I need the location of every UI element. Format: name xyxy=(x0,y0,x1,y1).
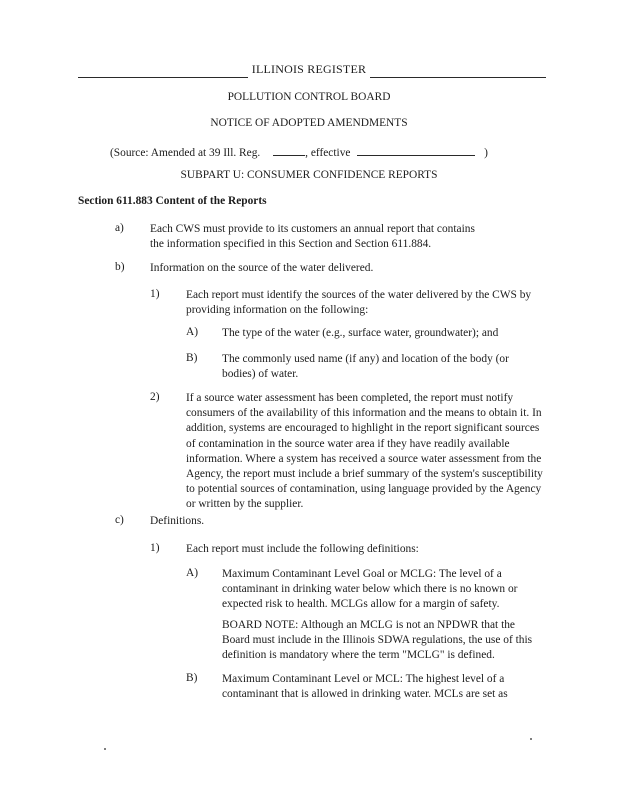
board-name: POLLUTION CONTROL BOARD xyxy=(227,91,391,103)
notice-title: NOTICE OF ADOPTED AMENDMENTS xyxy=(210,117,408,129)
item-b2-label: 2) xyxy=(150,391,160,403)
item-c1-label: 1) xyxy=(150,542,160,554)
item-c1A-label: A) xyxy=(186,567,199,579)
header-rule-left xyxy=(78,77,248,78)
item-b1A-text: The type of the water (e.g., surface water, groundwater); and xyxy=(222,327,499,339)
scan-speck xyxy=(530,738,532,740)
item-a-text: Each CWS must provide to its customers an annual report that contains the information specified in this Section and Section 611.884. xyxy=(150,223,475,251)
item-b1-text: Each report must identify the sources of the water delivered by the CWS by providing information on the following: xyxy=(186,289,532,317)
item-c1A-text: Maximum Contaminant Level Goal or MCLG: The level of a contaminant in drinking water below which there is no known or expected risk to health. MCLGs allow for a margin of safety. xyxy=(222,568,518,611)
item-b-label: b) xyxy=(115,261,125,273)
item-b1B-label: B) xyxy=(186,352,198,364)
section-title: Section 611.883 Content of the Reports xyxy=(78,195,267,207)
register-title: ILLINOIS REGISTER xyxy=(251,62,367,76)
item-b2-text: If a source water assessment has been completed, the report must notify consumers of the availability of this information and the means to obtain it. In addition, systems are encouraged to highlight in the report significant sources of contamination in the source water area if they have readily available information. Where a system has received a source water assessment from the Agency, the report must include a brief summary of the system's susceptibility to potential sources of contamination, using language provided by the Agency or written by the supplier. xyxy=(186,392,543,511)
item-b1B-text: The commonly used name (if any) and location of the body (or bodies) of water. xyxy=(222,353,509,381)
item-c1A-board-note: BOARD NOTE: Although an MCLG is not an NPDWR that the Board must include in the Illinois SDWA regulations, the use of this definition is mandatory where the term "MCLG" is defined. xyxy=(222,619,533,662)
item-c1B-text: Maximum Contaminant Level or MCL: The highest level of a contaminant that is allowed in drinking water. MCLs are set as xyxy=(222,673,508,701)
item-c1-text: Each report must include the following definitions: xyxy=(186,543,419,555)
source-date-blank xyxy=(357,144,475,156)
source-prefix: (Source: Amended at 39 Ill. Reg. xyxy=(110,147,261,159)
source-volume-blank xyxy=(273,144,305,156)
item-b-text: Information on the source of the water delivered. xyxy=(150,262,374,274)
item-c-label: c) xyxy=(115,514,124,526)
source-close: ) xyxy=(484,147,488,159)
item-c-text: Definitions. xyxy=(150,515,205,527)
item-b1-label: 1) xyxy=(150,288,160,300)
source-effective: , effective xyxy=(305,147,351,159)
item-c1B-label: B) xyxy=(186,672,198,684)
scan-speck xyxy=(104,748,106,750)
source-line xyxy=(110,144,488,159)
subpart-title: SUBPART U: CONSUMER CONFIDENCE REPORTS xyxy=(180,169,438,181)
item-a-label: a) xyxy=(115,222,124,234)
header-rule-right xyxy=(370,77,546,78)
item-b1A-label: A) xyxy=(186,326,199,338)
